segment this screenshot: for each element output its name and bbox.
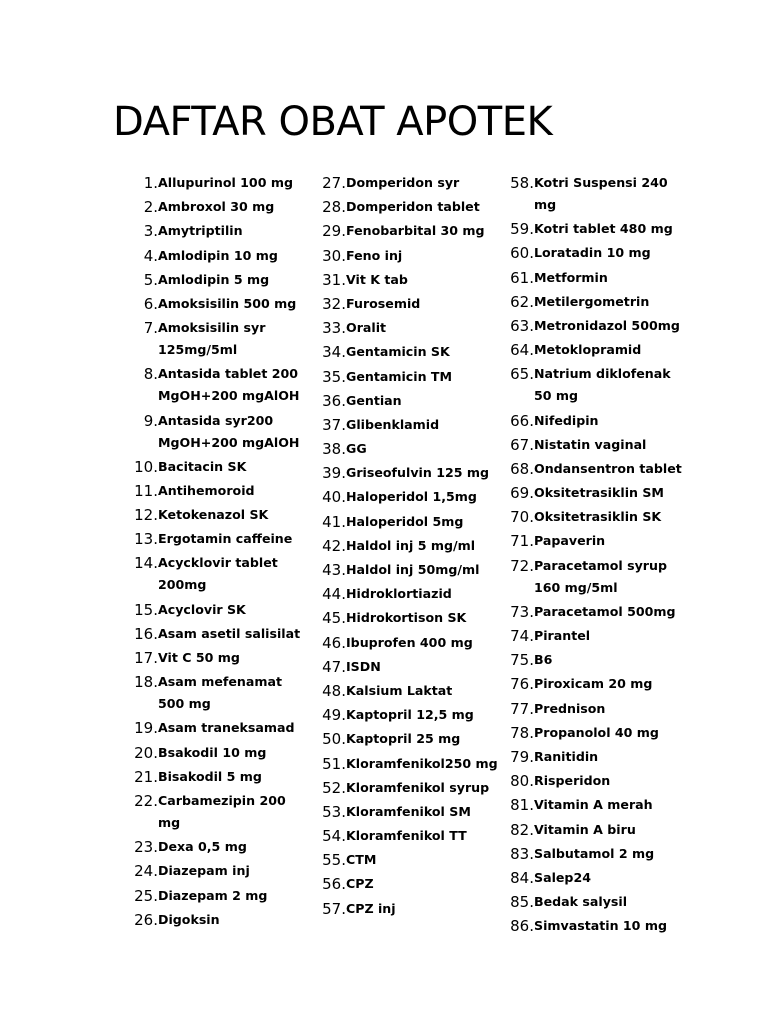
item-number: 17. bbox=[134, 649, 158, 667]
item-number: 5. bbox=[143, 270, 158, 289]
item-number: 26. bbox=[134, 910, 158, 929]
item-number: 7. bbox=[143, 319, 158, 338]
drug-list-column-3 bbox=[492, 172, 687, 939]
list-item bbox=[304, 607, 499, 629]
item-text: Loratadin 10 mg bbox=[534, 245, 651, 261]
list-item bbox=[492, 746, 687, 768]
item-text: Diazepam inj bbox=[158, 863, 250, 879]
item-text: Bsakodil 10 mg bbox=[158, 744, 267, 760]
item-number: 22. bbox=[134, 791, 158, 810]
item-text: Salbutamol 2 mg bbox=[534, 845, 655, 861]
list-item bbox=[116, 363, 311, 407]
item-text: Kotri Suspensi 240 mg bbox=[534, 175, 668, 212]
list-item bbox=[304, 390, 499, 412]
list-item bbox=[492, 218, 687, 240]
item-text: Amlodipin 5 mg bbox=[158, 271, 270, 287]
list-item bbox=[492, 673, 687, 695]
item-text: Risperidon bbox=[534, 773, 611, 789]
item-number: 59. bbox=[510, 220, 534, 239]
list-item bbox=[304, 366, 499, 388]
item-number: 82. bbox=[510, 820, 534, 839]
list-item bbox=[304, 486, 499, 508]
item-text: CTM bbox=[346, 852, 377, 868]
item-text: Vitamin A merah bbox=[534, 797, 653, 813]
item-text: Glibenklamid bbox=[346, 416, 440, 432]
item-text: Oksitetrasiklin SK bbox=[534, 509, 662, 525]
list-item bbox=[116, 172, 311, 194]
item-text: Gentian bbox=[346, 392, 402, 408]
item-text: Haloperidol 1,5mg bbox=[346, 489, 477, 505]
item-number: 51. bbox=[322, 754, 346, 773]
item-number: 20. bbox=[134, 743, 158, 762]
item-number: 71. bbox=[510, 532, 534, 551]
item-number: 61. bbox=[510, 268, 534, 287]
item-text: Kaptopril 25 mg bbox=[346, 731, 461, 747]
item-text: Asam traneksamad bbox=[158, 720, 295, 736]
list-item bbox=[116, 860, 311, 882]
list-item bbox=[492, 291, 687, 313]
list-item bbox=[492, 722, 687, 744]
item-number: 53. bbox=[322, 802, 346, 821]
item-number: 77. bbox=[510, 699, 534, 718]
item-text: Natrium diklofenak 50 mg bbox=[534, 366, 671, 404]
item-number: 62. bbox=[510, 292, 534, 311]
item-text: Gentamicin SK bbox=[346, 344, 450, 360]
list-item bbox=[304, 825, 499, 847]
list-item bbox=[304, 801, 499, 823]
item-number: 27. bbox=[322, 174, 346, 192]
item-number: 57. bbox=[322, 899, 346, 918]
item-number: 67. bbox=[510, 435, 534, 454]
list-item bbox=[304, 632, 499, 654]
item-number: 36. bbox=[322, 391, 346, 410]
item-text: Metronidazol 500mg bbox=[534, 317, 680, 333]
item-text: Fenobarbital 30 mg bbox=[346, 223, 485, 239]
list-item bbox=[304, 559, 499, 581]
item-number: 85. bbox=[510, 893, 534, 912]
item-number: 21. bbox=[134, 767, 158, 786]
list-item bbox=[116, 623, 311, 645]
item-text: Asam mefenamat 500 mg bbox=[158, 674, 283, 712]
drug-list-column-1 bbox=[116, 172, 311, 933]
list-item bbox=[116, 790, 311, 834]
list-item bbox=[492, 530, 687, 552]
item-text: Kaptopril 12,5 mg bbox=[346, 707, 474, 723]
item-number: 13. bbox=[134, 530, 158, 549]
item-text: CPZ bbox=[346, 876, 374, 892]
list-item bbox=[116, 647, 311, 669]
item-number: 78. bbox=[510, 723, 534, 742]
item-text: Kloramfenikol TT bbox=[346, 828, 467, 844]
item-text: Vitamin A biru bbox=[534, 821, 636, 837]
item-number: 81. bbox=[510, 796, 534, 815]
list-item bbox=[304, 317, 499, 339]
item-text: Nistatin vaginal bbox=[534, 436, 647, 452]
item-number: 34. bbox=[322, 343, 346, 362]
list-item bbox=[116, 410, 311, 454]
item-number: 2. bbox=[143, 198, 158, 217]
item-number: 72. bbox=[510, 556, 534, 575]
item-number: 40. bbox=[322, 488, 346, 507]
list-item bbox=[492, 625, 687, 647]
list-item bbox=[116, 220, 311, 242]
item-text: Papaverin bbox=[534, 533, 606, 549]
item-text: Kalsium Laktat bbox=[346, 682, 453, 698]
list-item bbox=[116, 885, 311, 907]
item-text: Amoksisilin syr 125mg/5ml bbox=[158, 320, 266, 358]
item-text: Bacitacin SK bbox=[158, 458, 247, 474]
item-text: Kloramfenikol250 mg bbox=[346, 755, 498, 771]
item-text: Metformin bbox=[534, 269, 608, 285]
item-text: Amoksisilin 500 mg bbox=[158, 295, 297, 311]
item-number: 48. bbox=[322, 681, 346, 700]
item-text: Paracetamol 500mg bbox=[534, 603, 676, 619]
list-item bbox=[116, 456, 311, 478]
list-item bbox=[492, 770, 687, 792]
item-text: Kloramfenikol SM bbox=[346, 803, 471, 819]
item-text: Ergotamin caffeine bbox=[158, 531, 293, 547]
item-number: 56. bbox=[322, 875, 346, 894]
page-title: DAFTAR OBAT APOTEK bbox=[113, 99, 553, 145]
item-number: 68. bbox=[510, 459, 534, 478]
item-number: 49. bbox=[322, 706, 346, 725]
item-text: Ranitidin bbox=[534, 748, 599, 764]
item-text: Simvastatin 10 mg bbox=[534, 918, 667, 934]
item-number: 64. bbox=[510, 341, 534, 360]
list-item bbox=[304, 704, 499, 726]
list-item bbox=[492, 172, 687, 216]
list-item bbox=[492, 410, 687, 432]
item-number: 10. bbox=[134, 457, 158, 476]
item-text: Antihemoroid bbox=[158, 482, 255, 498]
list-item bbox=[116, 717, 311, 739]
list-item bbox=[304, 245, 499, 267]
item-text: ISDN bbox=[346, 658, 381, 674]
item-text: Domperidon syr bbox=[346, 175, 460, 190]
item-text: Ambroxol 30 mg bbox=[158, 199, 275, 215]
item-text: Acycklovir tablet 200mg bbox=[158, 555, 278, 593]
item-number: 84. bbox=[510, 868, 534, 887]
drug-list-column-2 bbox=[304, 172, 499, 922]
item-number: 29. bbox=[322, 222, 346, 241]
list-item bbox=[304, 462, 499, 484]
list-item bbox=[492, 458, 687, 480]
item-text: Gentamicin TM bbox=[346, 368, 453, 384]
item-number: 55. bbox=[322, 851, 346, 870]
list-item bbox=[304, 728, 499, 750]
item-number: 41. bbox=[322, 512, 346, 531]
item-number: 73. bbox=[510, 602, 534, 621]
item-text: Metilergometrin bbox=[534, 293, 650, 309]
item-text: Domperidon tablet bbox=[346, 199, 480, 215]
item-text: Bisakodil 5 mg bbox=[158, 768, 262, 784]
list-item bbox=[492, 506, 687, 528]
item-text: Kotri tablet 480 mg bbox=[534, 221, 673, 237]
item-number: 28. bbox=[322, 198, 346, 217]
item-number: 69. bbox=[510, 484, 534, 503]
list-item bbox=[492, 649, 687, 671]
list-item bbox=[116, 293, 311, 315]
item-number: 83. bbox=[510, 844, 534, 863]
item-number: 70. bbox=[510, 508, 534, 527]
item-number: 43. bbox=[322, 561, 346, 579]
item-number: 32. bbox=[322, 294, 346, 313]
item-text: Amlodipin 10 mg bbox=[158, 247, 278, 263]
list-item bbox=[116, 599, 311, 621]
item-text: Acyclovir SK bbox=[158, 601, 246, 617]
item-text: Haldol inj 5 mg/ml bbox=[346, 537, 476, 553]
list-item bbox=[492, 601, 687, 623]
item-number: 52. bbox=[322, 778, 346, 797]
item-number: 37. bbox=[322, 415, 346, 434]
item-text: Bedak salysil bbox=[534, 894, 628, 910]
list-item bbox=[304, 656, 499, 678]
list-item bbox=[304, 849, 499, 871]
item-text: Ondansentron tablet bbox=[534, 460, 682, 476]
list-item bbox=[304, 414, 499, 436]
item-text: Kloramfenikol syrup bbox=[346, 779, 490, 795]
list-item bbox=[492, 843, 687, 865]
item-number: 80. bbox=[510, 772, 534, 791]
item-number: 12. bbox=[134, 506, 158, 525]
list-item bbox=[304, 873, 499, 895]
item-number: 6. bbox=[143, 294, 158, 313]
item-number: 30. bbox=[322, 246, 346, 265]
item-text: Hidroklortiazid bbox=[346, 586, 452, 602]
list-item bbox=[492, 794, 687, 816]
list-item bbox=[492, 819, 687, 841]
list-item bbox=[492, 363, 687, 407]
item-text: Haloperidol 5mg bbox=[346, 513, 464, 529]
list-item bbox=[116, 766, 311, 788]
item-text: Dexa 0,5 mg bbox=[158, 839, 247, 855]
list-item bbox=[492, 915, 687, 937]
item-text: Haldol inj 50mg/ml bbox=[346, 562, 480, 577]
item-number: 25. bbox=[134, 886, 158, 905]
item-number: 18. bbox=[134, 673, 158, 692]
list-item bbox=[304, 172, 499, 194]
list-item bbox=[116, 317, 311, 361]
item-number: 54. bbox=[322, 827, 346, 846]
list-item bbox=[304, 220, 499, 242]
item-text: Amytriptilin bbox=[158, 223, 243, 239]
item-number: 24. bbox=[134, 862, 158, 881]
list-item bbox=[116, 504, 311, 526]
item-number: 47. bbox=[322, 657, 346, 676]
item-number: 9. bbox=[143, 411, 158, 430]
item-text: Griseofulvin 125 mg bbox=[346, 465, 490, 481]
list-item bbox=[116, 528, 311, 550]
item-number: 65. bbox=[510, 365, 534, 384]
list-item bbox=[304, 583, 499, 605]
list-item bbox=[492, 315, 687, 337]
item-number: 11. bbox=[134, 481, 158, 500]
item-text: Antasida tablet 200 MgOH+200 mgAlOH bbox=[158, 366, 300, 404]
item-number: 19. bbox=[134, 719, 158, 738]
item-number: 38. bbox=[322, 440, 346, 459]
item-number: 75. bbox=[510, 651, 534, 670]
item-text: Pirantel bbox=[534, 628, 591, 643]
list-item bbox=[492, 698, 687, 720]
item-text: Salep24 bbox=[534, 869, 591, 885]
item-text: Oralit bbox=[346, 320, 387, 336]
item-text: Ketokenazol SK bbox=[158, 507, 269, 523]
item-number: 79. bbox=[510, 747, 534, 766]
item-number: 14. bbox=[134, 554, 158, 573]
list-item bbox=[304, 438, 499, 460]
list-item bbox=[116, 245, 311, 267]
list-item bbox=[492, 242, 687, 264]
list-item bbox=[116, 909, 311, 931]
item-number: 4. bbox=[143, 246, 158, 265]
item-number: 31. bbox=[322, 270, 346, 289]
item-number: 74. bbox=[510, 627, 534, 645]
list-item bbox=[492, 555, 687, 599]
item-text: Digoksin bbox=[158, 911, 220, 927]
item-number: 66. bbox=[510, 411, 534, 430]
list-item bbox=[492, 267, 687, 289]
list-item bbox=[304, 753, 499, 775]
list-item bbox=[116, 480, 311, 502]
item-text: Propanolol 40 mg bbox=[534, 724, 659, 740]
item-number: 63. bbox=[510, 316, 534, 335]
list-item bbox=[116, 196, 311, 218]
item-number: 33. bbox=[322, 319, 346, 338]
item-text: Allupurinol 100 mg bbox=[158, 175, 293, 190]
item-text: Vit C 50 mg bbox=[158, 650, 240, 665]
item-number: 45. bbox=[322, 609, 346, 628]
item-number: 15. bbox=[134, 600, 158, 619]
list-item bbox=[304, 898, 499, 920]
item-text: Piroxicam 20 mg bbox=[534, 676, 653, 692]
list-item bbox=[304, 269, 499, 291]
item-number: 3. bbox=[143, 222, 158, 241]
list-item bbox=[116, 269, 311, 291]
list-item bbox=[116, 552, 311, 596]
item-number: 1. bbox=[143, 174, 158, 192]
item-number: 44. bbox=[322, 585, 346, 604]
list-item bbox=[304, 535, 499, 557]
list-item bbox=[492, 891, 687, 913]
item-text: Prednison bbox=[534, 700, 606, 716]
item-text: CPZ inj bbox=[346, 900, 396, 916]
item-text: Feno inj bbox=[346, 247, 403, 263]
item-text: Nifedipin bbox=[534, 412, 599, 428]
list-item bbox=[116, 836, 311, 858]
item-text: Ibuprofen 400 mg bbox=[346, 634, 473, 650]
item-text: Furosemid bbox=[346, 295, 421, 311]
item-number: 42. bbox=[322, 536, 346, 555]
list-item bbox=[304, 680, 499, 702]
list-item bbox=[304, 511, 499, 533]
item-number: 58. bbox=[510, 174, 534, 192]
item-text: Carbamezipin 200 mg bbox=[158, 792, 286, 830]
item-text: Vit K tab bbox=[346, 271, 408, 287]
item-text: Hidrokortison SK bbox=[346, 610, 467, 626]
list-item bbox=[304, 196, 499, 218]
item-text: B6 bbox=[534, 652, 553, 668]
item-text: Paracetamol syrup 160 mg/5ml bbox=[534, 557, 667, 595]
item-text: GG bbox=[346, 441, 367, 457]
item-number: 50. bbox=[322, 730, 346, 749]
item-number: 35. bbox=[322, 367, 346, 386]
item-text: Diazepam 2 mg bbox=[158, 887, 268, 903]
item-text: Antasida syr200 MgOH+200 mgAlOH bbox=[158, 412, 300, 450]
item-number: 60. bbox=[510, 244, 534, 263]
item-number: 39. bbox=[322, 464, 346, 483]
list-item bbox=[304, 341, 499, 363]
item-number: 46. bbox=[322, 633, 346, 652]
list-item bbox=[492, 339, 687, 361]
item-number: 16. bbox=[134, 624, 158, 643]
item-number: 86. bbox=[510, 917, 534, 936]
item-text: Metoklopramid bbox=[534, 342, 642, 358]
item-text: Oksitetrasiklin SM bbox=[534, 485, 664, 501]
item-number: 76. bbox=[510, 675, 534, 694]
list-item bbox=[492, 434, 687, 456]
list-item bbox=[492, 482, 687, 504]
list-item bbox=[304, 777, 499, 799]
item-text: Asam asetil salisilat bbox=[158, 625, 301, 641]
item-number: 23. bbox=[134, 838, 158, 857]
item-number: 8. bbox=[143, 365, 158, 384]
list-item bbox=[492, 867, 687, 889]
list-item bbox=[116, 742, 311, 764]
list-item bbox=[116, 671, 311, 715]
list-item bbox=[304, 293, 499, 315]
